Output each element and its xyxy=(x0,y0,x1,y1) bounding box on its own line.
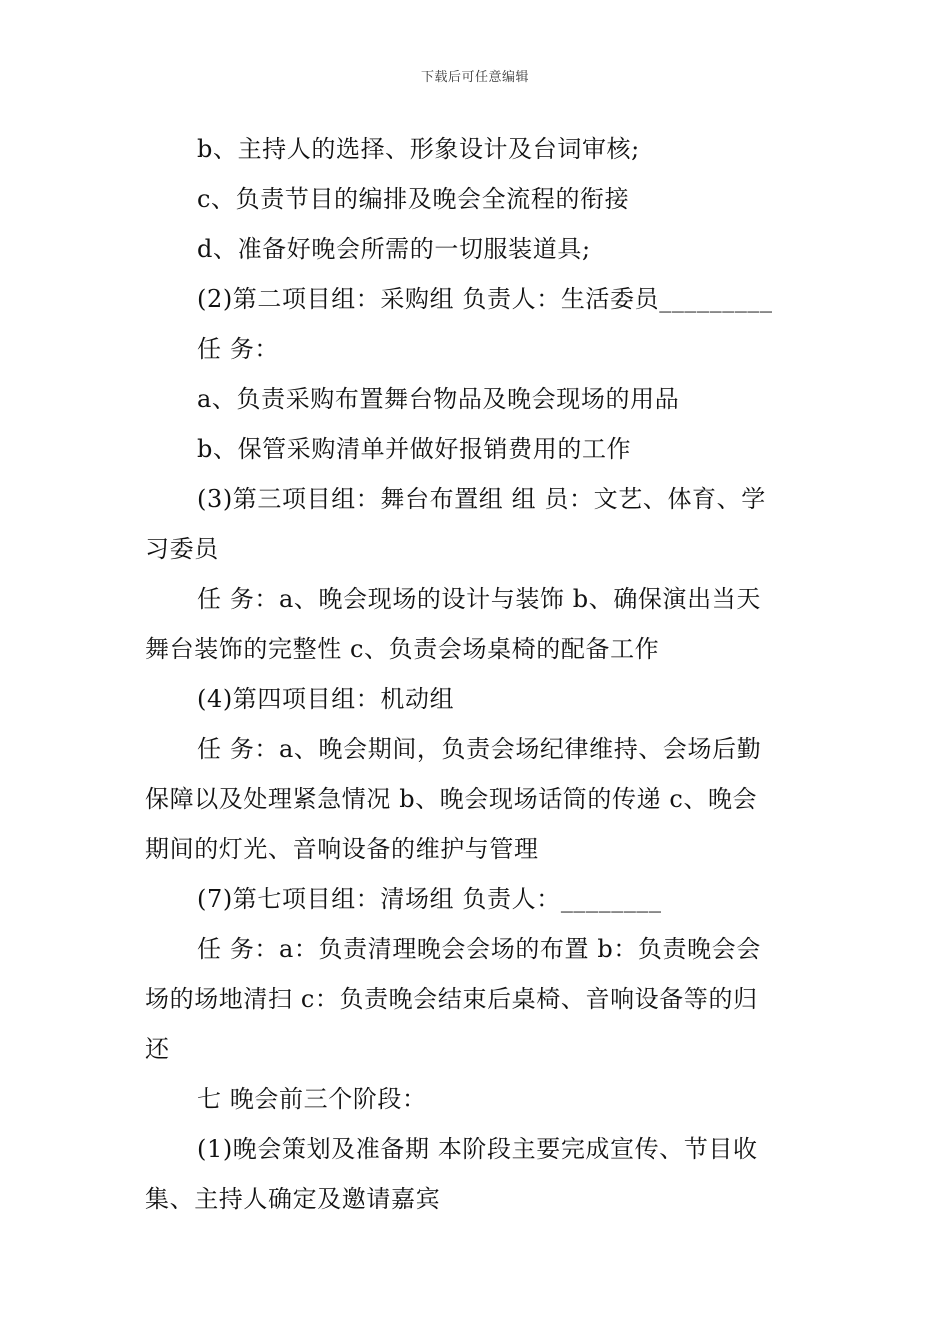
text-line: (4)第四项目组：机动组 xyxy=(197,685,455,713)
text-line: 期间的灯光、音响设备的维护与管理 xyxy=(145,835,539,863)
text-line: (3)第三项目组：舞台布置组 组 员：文艺、体育、学 xyxy=(197,485,766,513)
text-line: (7)第七项目组：清场组 负责人：________ xyxy=(197,885,662,913)
text-line: 七 晚会前三个阶段： xyxy=(197,1085,427,1113)
text-line: (2)第二项目组：采购组 负责人：生活委员_________ xyxy=(197,285,773,313)
text-line: d、准备好晚会所需的一切服装道具; xyxy=(197,235,591,263)
text-line: 任 务： xyxy=(197,335,280,363)
page-header-note: 下载后可任意编辑 xyxy=(420,70,529,85)
text-line: (1)晚会策划及准备期 本阶段主要完成宣传、节目收 xyxy=(197,1135,758,1163)
text-line: 习委员 xyxy=(145,535,219,563)
text-line: 任 务：a、晚会期间，负责会场纪律维持、会场后勤 xyxy=(197,735,762,763)
text-line: 还 xyxy=(145,1035,170,1063)
text-line: 任 务：a：负责清理晚会会场的布置 b：负责晚会会 xyxy=(197,935,761,963)
text-line: 舞台装饰的完整性 c、负责会场桌椅的配备工作 xyxy=(145,635,660,663)
text-line: 场的场地清扫 c：负责晚会结束后桌椅、音响设备等的归 xyxy=(145,985,758,1013)
text-line: 任 务：a、晚会现场的设计与装饰 b、确保演出当天 xyxy=(197,585,761,613)
text-line: b、保管采购清单并做好报销费用的工作 xyxy=(197,435,632,463)
text-line: 保障以及处理紧急情况 b、晚会现场话筒的传递 c、晚会 xyxy=(145,785,758,813)
text-line: b、主持人的选择、形象设计及台词审核; xyxy=(197,135,640,163)
text-line: 集、主持人确定及邀请嘉宾 xyxy=(145,1185,441,1213)
text-line: c、负责节目的编排及晚会全流程的衔接 xyxy=(197,185,630,213)
text-line: a、负责采购布置舞台物品及晚会现场的用品 xyxy=(197,385,680,413)
document-body xyxy=(145,124,810,1224)
